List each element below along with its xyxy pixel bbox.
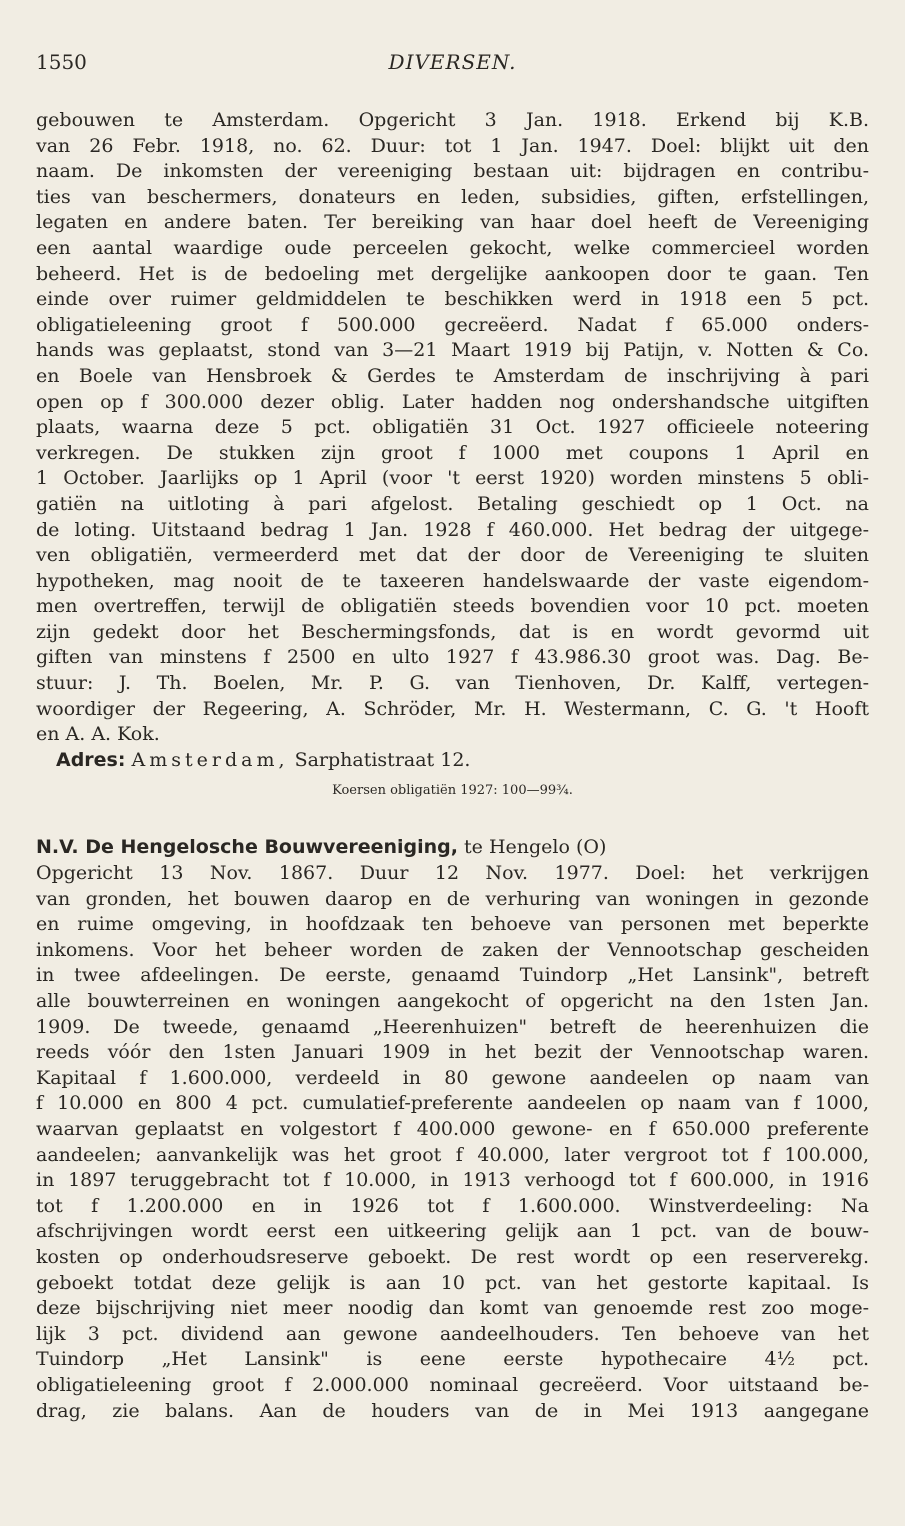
- page-number: 1550: [36, 50, 87, 74]
- text-line: zijn gedekt door het Beschermingsfonds, dat is en wordt gevormd uit: [36, 620, 869, 643]
- text-line: geboekt totdat deze gelijk is aan 10 pct. van het gestorte kapitaal. Is: [36, 1271, 869, 1294]
- text-line: verkregen. De stukken zijn groot f 1000 met coupons 1 April en: [36, 441, 869, 464]
- address-line: [36, 748, 869, 774]
- page-body: [36, 108, 869, 1424]
- text-line: Kapitaal f 1.600.000, verdeeld in 80 gewone aandeelen op naam van: [36, 1066, 869, 1089]
- text-line: ven obligatiën, vermeerderd met dat der door de Vereeniging te sluiten: [36, 544, 869, 567]
- text-line: f 10.000 en 800 4 pct. cumulatief-preferente aandeelen op naam van f 1000,: [36, 1092, 869, 1115]
- text-line: hands was geplaatst, stond van 3—21 Maart 1919 bij Patijn, v. Notten & Co.: [36, 339, 869, 362]
- text-line: en ruime omgeving, in hoofdzaak ten behoeve van personen met beperkte: [36, 913, 869, 936]
- text-line: de loting. Uitstaand bedrag 1 Jan. 1928 f 460.000. Het bedrag der uitgege-: [36, 518, 869, 541]
- text-line: lijk 3 pct. dividend aan gewone aandeelhouders. Ten behoeve van het: [36, 1322, 869, 1345]
- page-header: [36, 50, 869, 86]
- text-line: Opgericht 13 Nov. 1867. Duur 12 Nov. 1977. Doel: het verkrijgen: [36, 862, 869, 885]
- text-line: en Boele van Hensbroek & Gerdes te Amsterdam de inschrijving à pari: [36, 364, 869, 387]
- text-line: men overtreffen, terwijl de obligatiën steeds bovendien voor 10 pct. moeten: [36, 595, 869, 618]
- text-line: einde over ruimer geldmiddelen te beschikken werd in 1918 een 5 pct.: [36, 288, 869, 311]
- text-line: gebouwen te Amsterdam. Opgericht 3 Jan. 1918. Erkend bij K.B.: [36, 109, 869, 131]
- price-quote: Koersen obligatiën 1927: 100—99¾.: [332, 783, 573, 799]
- text-line: waarvan geplaatst en volgestort f 400.000 gewone- en f 650.000 preferente: [36, 1117, 869, 1140]
- section-title-line: [36, 835, 869, 861]
- text-line: deze bijschrijving niet meer noodig dan komt van genoemde rest zoo moge-: [36, 1297, 869, 1320]
- text-line: obligatieleening groot f 500.000 gecreëerd. Nadat f 65.000 onders-: [36, 313, 869, 336]
- text-line: tot f 1.200.000 en in 1926 tot f 1.600.000. Winstverdeeling: Na: [36, 1194, 869, 1217]
- text-line: en A. A. Kok.: [36, 723, 160, 746]
- text-line: kosten op onderhoudsreserve geboekt. De rest wordt op een reserverekg.: [36, 1245, 869, 1268]
- company-title: N.V. De Hengelosche Bouwvereeniging,: [36, 836, 458, 859]
- text-line: aandeelen; aanvankelijk was het groot f 40.000, later vergroot tot f 100.000,: [36, 1143, 869, 1166]
- text-line: hypotheken, mag nooit de te taxeeren handelswaarde der vaste eigendom-: [36, 569, 869, 592]
- text-line: in 1897 teruggebracht tot f 10.000, in 1913 verhoogd tot f 600.000, in 1916: [36, 1169, 869, 1192]
- text-line: afschrijvingen wordt eerst een uitkeering gelijk aan 1 pct. van de bouw-: [36, 1220, 869, 1243]
- text-line: van 26 Febr. 1918, no. 62. Duur: tot 1 Jan. 1947. Doel: blijkt uit den: [36, 134, 869, 157]
- text-line: 1909. De tweede, genaamd „Heerenhuizen" betreft de heerenhuizen die: [36, 1015, 869, 1038]
- text-line: van gronden, het bouwen daarop en de verhuring van woningen in gezonde: [36, 887, 869, 910]
- text-line: reeds vóór den 1sten Januari 1909 in het bezit der Vennootschap waren.: [36, 1041, 869, 1064]
- text-line: stuur: J. Th. Boelen, Mr. P. G. van Tienhoven, Dr. Kalff, vertegen-: [36, 672, 869, 695]
- text-line: inkomens. Voor het beheer worden de zaken der Vennootschap gescheiden: [36, 938, 869, 961]
- text-line: beheerd. Het is de bedoeling met dergelijke aankoopen door te gaan. Ten: [36, 262, 869, 285]
- text-line: woordiger der Regeering, A. Schröder, Mr. H. Westermann, C. G. 't Hooft: [36, 697, 869, 720]
- text-line: plaats, waarna deze 5 pct. obligatiën 31 Oct. 1927 officieele noteering: [36, 416, 869, 439]
- text-line: drag, zie balans. Aan de houders van de in Mei 1913 aangegane: [36, 1399, 869, 1422]
- text-line: obligatieleening groot f 2.000.000 nominaal gecreëerd. Voor uitstaand be-: [36, 1373, 869, 1396]
- text-line: in twee afdeelingen. De eerste, genaamd Tuindorp „Het Lansink", betreft: [36, 964, 869, 987]
- text-line: 1 October. Jaarlijks op 1 April (voor 't eerst 1920) worden minstens 5 obli-: [36, 467, 869, 490]
- address-street: Sarphatistraat 12.: [294, 748, 471, 771]
- text-line: naam. De inkomsten der vereeniging bestaan uit: bijdragen en contribu-: [36, 160, 869, 183]
- section-vereeniging: [36, 108, 869, 748]
- text-line: open op f 300.000 dezer oblig. Later hadden nog ondershandsche uitgiften: [36, 390, 869, 413]
- text-line: gatiën na uitloting à pari afgelost. Betaling geschiedt op 1 Oct. na: [36, 492, 869, 515]
- text-line: Tuindorp „Het Lansink" is eene eerste hypothecaire 4½ pct.: [36, 1348, 869, 1371]
- company-location: te Hengelo (O): [464, 836, 607, 859]
- text-line: legaten en andere baten. Ter bereiking van haar doel heeft de Vereeniging: [36, 211, 869, 234]
- text-line: een aantal waardige oude perceelen gekocht, welke commercieel worden: [36, 236, 869, 259]
- text-line: alle bouwterreinen en woningen aangekocht of opgericht na den 1sten Jan.: [36, 990, 869, 1012]
- text-line: ties van beschermers, donateurs en leden, subsidies, giften, erfstellingen,: [36, 185, 869, 208]
- address-label: Adres:: [56, 748, 126, 771]
- address-city: Amsterdam,: [131, 748, 289, 771]
- section-gap: [36, 809, 869, 835]
- text-line: giften van minstens f 2500 en ulto 1927 f 43.986.30 groot was. Dag. Be-: [36, 646, 869, 669]
- running-title: DIVERSEN.: [388, 50, 517, 74]
- section-hengelosche: [36, 861, 869, 1424]
